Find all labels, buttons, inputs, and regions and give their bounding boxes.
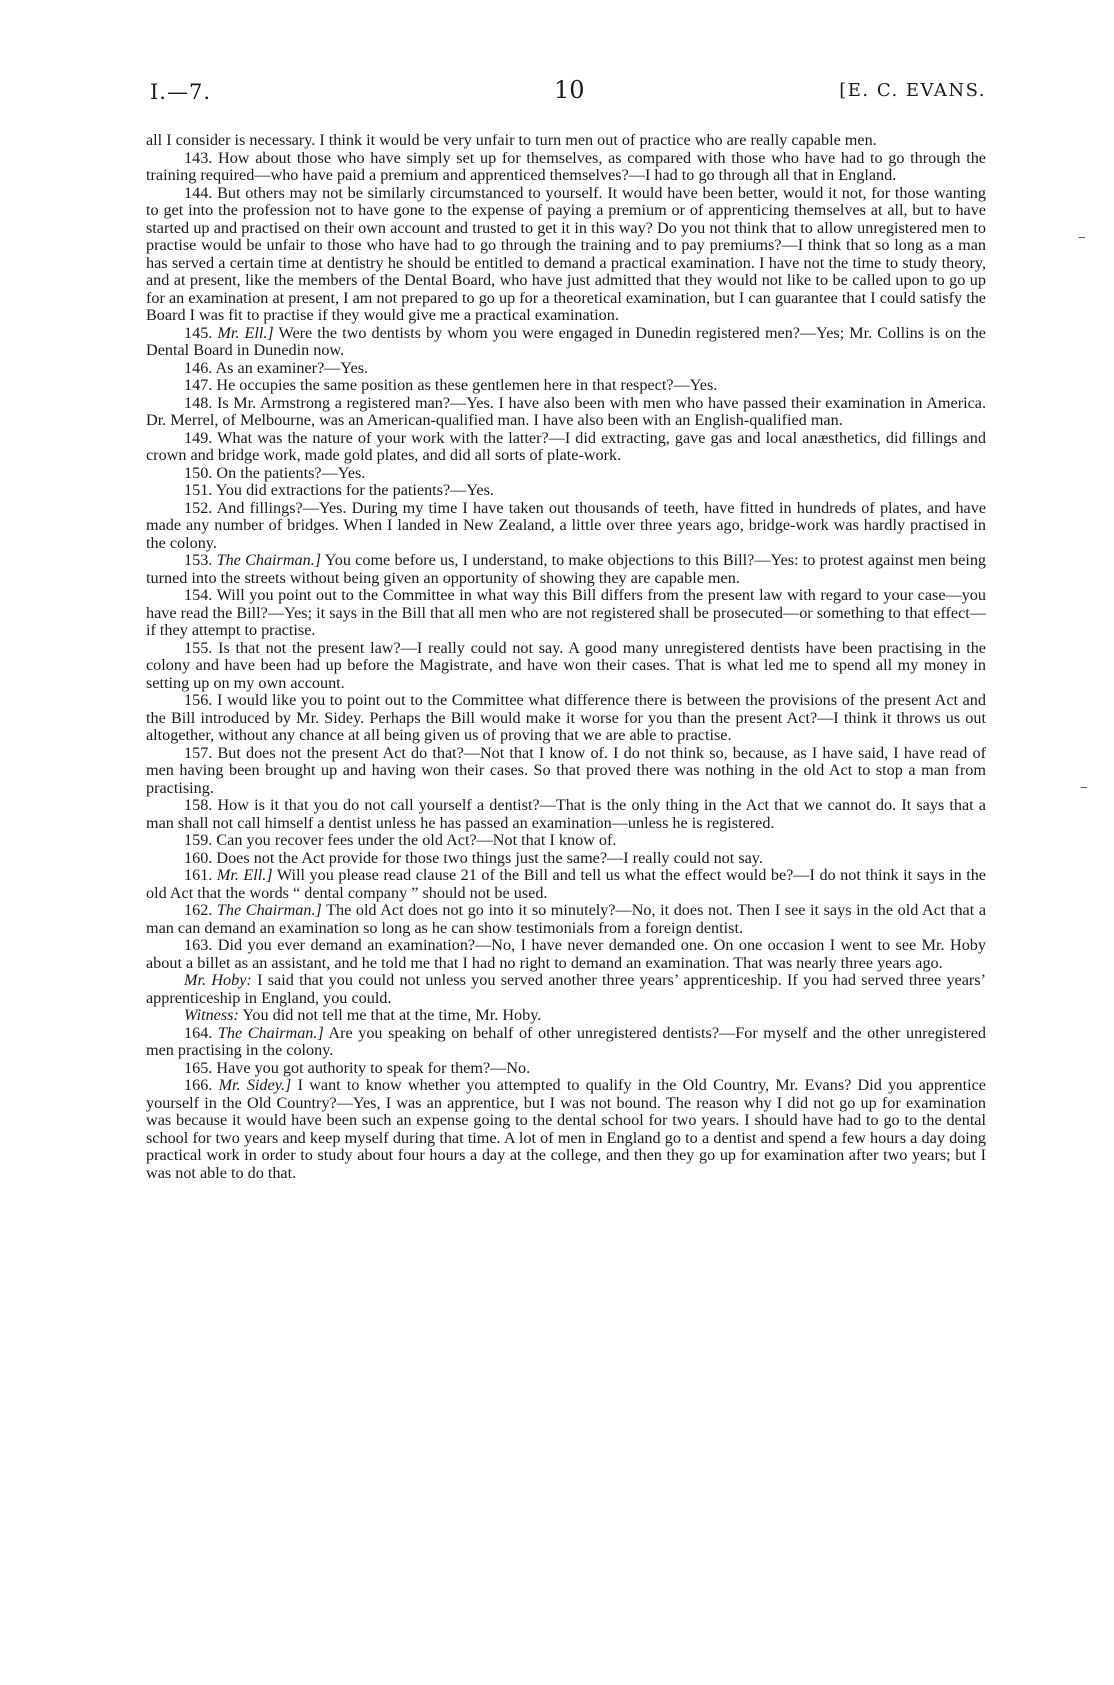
page-number: 10 [554,76,585,104]
speaker-label: Mr. Ell.] [216,866,273,884]
paragraph: 160. Does not the Act provide for those two things just the same?—I really could not say. [184,848,763,867]
speaker-label: The Chairman.] [216,551,322,569]
paragraph: Witness: You did not tell me that at the time, Mr. Hoby. [184,1006,542,1024]
speaker-label: Witness: [184,1006,239,1024]
running-header [150,76,986,110]
margin-mark: ‒ [1078,230,1086,244]
paragraph: 162. The Chairman.] The old Act does not go into it so minutely?—No, it does not. Then I see it says in the old Act that a man can demand an examination so long as he can show testimonials from a foreign dentist. [146,901,986,937]
paragraph: 166. Mr. Sidey.] I want to know whether you attempted to qualify in the Old Country, Mr. Evans? Did you apprentice yourself in the Old Country?—Yes, I was an apprentice, but I was not bound. The reason why I did not go up for examination was because it would have been such an expense going to the dental school for two years. I should have had to go to the dental school for two years and keep myself during that time. A lot of men in England go to a dentist and spend a few hours a day doing practical work in order to study about four hours a day at the college, and then they go up for examination after two years; but I was not able to do that. [146,1076,986,1182]
speaker-label: Mr. Sidey.] [218,1076,292,1094]
paragraph: 149. What was the nature of your work with the latter?—I did extracting, gave gas and local anæsthetics, did fillings and crown and bridge work, made gold plates, and did all sorts of plate-work. [146,428,986,464]
paragraph: 152. And fillings?—Yes. During my time I have taken out thousands of teeth, have fitted in hundreds of plates, and have made any number of bridges. When I landed in New Zealand, a little over three years ago, bridge-work was hardly practised in the colony. [146,498,986,552]
speaker-label: Mr. Hoby: [184,971,252,989]
speaker-label: The Chairman.] [216,901,322,919]
paragraph: 159. Can you recover fees under the old Act?—Not that I know of. [184,831,617,849]
evidence-text [146,132,986,1182]
paragraph: 158. How is it that you do not call yourself a dentist?—That is the only thing in the Act that we cannot do. It says that a man shall not call himself a dentist unless he has passed an examination—unless he is registered. [146,796,986,832]
paragraph: 150. On the patients?—Yes. [184,463,366,482]
paragraph: 147. He occupies the same position as these gentlemen here in that respect?—Yes. [184,376,718,394]
paragraph: 143. How about those who have simply set up for themselves, as compared with those who have had to go through the training required—who have paid a premium and apprenticed themselves?—I had to go through all that in England. [146,148,986,184]
witness-name: [E. C. EVANS. [839,80,986,101]
paragraph: 155. Is that not the present law?—I really could not say. A good many unregistered dentists have been practising in the colony and have been had up before the Magistrate, and have won their cases. That is what led me to spend all my money in setting up on my own account. [146,638,986,692]
paragraph: Mr. Hoby: I said that you could not unless you served another three years’ apprenticeship. If you had served three years’ apprenticeship in England, you could. [146,971,986,1007]
speaker-label: Mr. Ell.] [217,323,274,342]
paragraph: 161. Mr. Ell.] Will you please read clause 21 of the Bill and tell us what the effect would be?—I do not think it says in the old Act that the words “ dental company ” should not be used. [146,866,986,902]
paragraph: 145. Mr. Ell.] Were the two dentists by whom you were engaged in Dunedin registered men?—Yes; Mr. Collins is on the Dental Board in Dunedin now. [146,323,986,359]
paragraph: all I consider is necessary. I think it would be very unfair to turn men out of practice who are really capable men. [146,131,877,149]
paragraph: 144. But others may not be similarly circumstanced to yourself. It would have been better, would it not, for those wanting to get into the profession not to have gone to the expense of paying a premium or of apprenticing themselves at all, but to have started up and practised on their own account and trusted to get it in this way? Do you not think that to allow unregistered men to practise would be unfair to those who have had to go through the training and to pay premiums?—I think that so long as a man has served a certain time at dentistry he should be entitled to demand a practical examination. I have not the time to study theory, and at present, like the members of the Dental Board, who have just admitted that they would not like to be called upon to go up for an examination at present, I am not prepared to go up for a theoretical examination, but I can guarantee that I could satisfy the Board I was fit to practise if they would give me a practical examination. [146,183,986,324]
paragraph: 151. You did extractions for the patients?—Yes. [184,481,494,499]
paragraph: 157. But does not the present Act do that?—Not that I know of. I do not think so, because, as I have said, I have read of men having been brought up and having won their cases. So that proved there was nothing in the old Act to stop a man from practising. [146,743,986,797]
paragraph: 163. Did you ever demand an examination?—No, I have never demanded one. On one occasion I went to see Mr. Hoby about a billet as an assistant, and he told me that I had no right to demand an examination. That was nearly three years ago. [146,936,986,972]
margin-mark: ‒ [1080,780,1088,794]
paragraph: 148. Is Mr. Armstrong a registered man?—Yes. I have also been with men who have passed their examination in America. Dr. Merrel, of Melbourne, was an American-qualified man. I have also been with an English-qualified man. [146,393,986,429]
speaker-label: The Chairman.] [217,1023,324,1042]
paragraph: 165. Have you got authority to speak for them?—No. [184,1058,531,1077]
paragraph: 164. The Chairman.] Are you speaking on behalf of other unregistered dentists?—For myself and the other unregistered men practising in the colony. [146,1023,986,1059]
paragraph: 146. As an examiner?—Yes. [184,358,369,377]
paragraph: 154. Will you point out to the Committee in what way this Bill differs from the present law with regard to your case—you have read the Bill?—Yes; it says in the Bill that all men who are not registered shall be prosecuted—or something to that effect—if they attempt to practise. [146,586,986,639]
paragraph: 153. The Chairman.] You come before us, I understand, to make objections to this Bill?—Yes: to protest against men being turned into the streets without being given an opportunity of showing they are capable men. [146,551,987,587]
paper-reference: I.—7. [150,80,212,104]
paragraph: 156. I would like you to point out to the Committee what difference there is between the provisions of the present Act and the Bill introduced by Mr. Sidey. Perhaps the Bill would make it worse for you than the present Act?—I think it throws us out altogether, without any chance at all being given us of proving that we are able to practise. [146,691,986,744]
